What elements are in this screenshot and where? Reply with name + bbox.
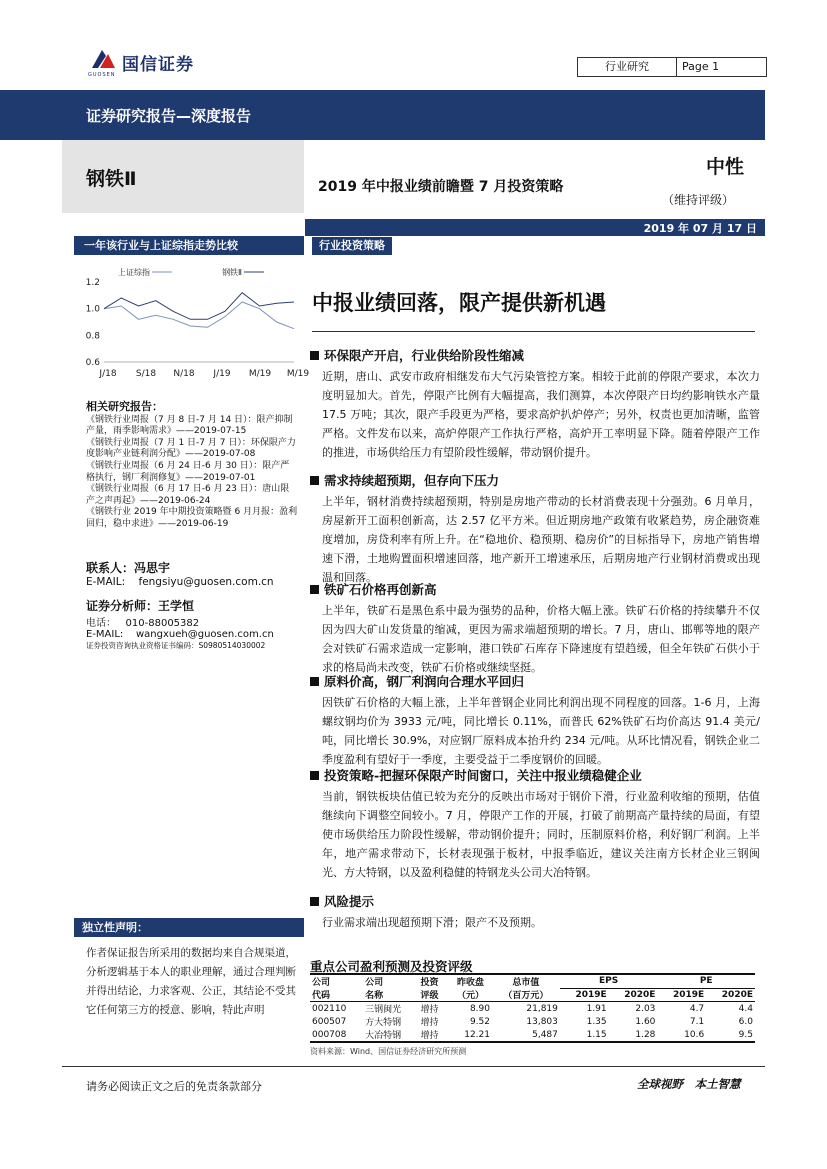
table-cell: 002110: [312, 1003, 347, 1014]
section-text: 因铁矿石价格的大幅上涨，上半年普钢企业同比利润出现不同程度的回落。1-6 月，上海螺纹钢均价为 3933 元/吨，同比增长 0.11%，而普氏 62%铁矿石均价高达 91.4 美元/吨，同比增长 30.9%，对应钢厂原料成本抬升约 234 元/吨。从环比情况看，钢铁企业二季度盈利有望好于一季度，主要受益于二季度钢价的回暖。: [322, 696, 760, 766]
table-cell: 1.28: [635, 1029, 656, 1040]
table-cell: 三钢闽光: [365, 1005, 402, 1015]
disclaimer-note: 请务必阅读正文之后的免责条款部分: [86, 1080, 262, 1093]
section-heading: 风险提示: [324, 894, 375, 909]
forecast-table: [310, 973, 755, 1043]
section-heading: 原料价高，钢厂利润向合理水平回归: [324, 674, 525, 689]
analyst-name: 证券分析师：王学恒: [86, 599, 195, 613]
x-tick-label: J/19: [213, 369, 231, 379]
bullet-icon: [310, 771, 319, 780]
section: [310, 346, 760, 462]
table-header: （元）: [457, 991, 485, 1001]
table-title: 重点公司盈利预测及投资评级: [310, 959, 473, 974]
bullet-icon: [310, 897, 319, 906]
y-tick-label: 1.2: [85, 278, 100, 288]
table-header: 2019E: [672, 989, 705, 1000]
page-number: Page 1: [682, 60, 720, 73]
table-cell: 12.21: [464, 1029, 490, 1040]
rating: 中性: [706, 156, 745, 178]
divider: [312, 331, 755, 332]
table-cell: 8.90: [469, 1003, 490, 1014]
table-source: 资料来源：Wind、国信证券经济研究所预测: [310, 1047, 467, 1056]
table-header: EPS: [560, 974, 658, 988]
legend-label: 上证综指: [118, 268, 150, 277]
table-cell: 方大特钢: [365, 1018, 402, 1028]
table-header: （百万元）: [503, 991, 549, 1001]
x-tick-label: S/18: [135, 369, 157, 379]
table-cell: 4.7: [689, 1003, 705, 1014]
table-header: 总市值: [512, 978, 540, 988]
banner: [0, 90, 765, 140]
table-header: 公司: [312, 978, 331, 988]
bullet-icon: [310, 585, 319, 594]
section: [310, 471, 760, 587]
table-row: [310, 1002, 755, 1016]
table-cell: 10.6: [684, 1029, 705, 1040]
section-heading: 需求持续超预期，但存向下压力: [324, 473, 500, 488]
section: [310, 580, 760, 677]
legend-label: 钢铁Ⅱ: [222, 268, 242, 277]
table-cell: 增持: [420, 1018, 439, 1028]
bullet-icon: [310, 677, 319, 686]
table-cell: 600507: [312, 1016, 347, 1027]
contact-name: 联系人：冯思宇: [86, 561, 171, 575]
table-cell: 000708: [312, 1029, 347, 1040]
table-cell: 21,819: [526, 1003, 558, 1014]
chart-title: 一年该行业与上证综指走势比较: [74, 236, 304, 255]
bullet-icon: [310, 351, 319, 360]
table-header: 代码: [312, 991, 331, 1001]
section-heading: 铁矿石价格再创新高: [324, 582, 437, 597]
related-item[interactable]: 《钢铁行业周报（7 月 1 日-7 月 7 日）：环保限产力度影响产业链利润分配》——2019-07-08: [86, 437, 296, 460]
x-tick-label: M/19: [286, 369, 310, 379]
analyst-phone: 电话： 010-88005382: [86, 618, 200, 629]
table-row: [310, 1028, 755, 1042]
headline: 中报业绩回落，限产提供新机遇: [312, 291, 606, 315]
table-cell: 6.0: [738, 1016, 753, 1027]
table-cell: 5,487: [532, 1029, 558, 1040]
table-cell: 1.35: [586, 1016, 607, 1027]
strategy-tag: 行业投资策略: [312, 237, 392, 255]
section: [310, 892, 760, 932]
table-header: 2019E: [575, 989, 607, 1000]
x-tick-label: N/18: [173, 369, 195, 379]
table-header: 评级: [420, 991, 439, 1001]
section-heading: 投资策略-把握环保限产时间窗口，关注中报业绩稳健企业: [324, 768, 642, 783]
independence-text: 作者保证报告所采用的数据均来自合规渠道，分析逻辑基于本人的职业理解，通过合理判断并得出结论，力求客观、公正，其结论不受其它任何第三方的授意、影响，特此声明: [86, 947, 296, 1016]
table-cell: 9.52: [469, 1016, 490, 1027]
sector-panel: [62, 140, 304, 213]
section-heading: 环保限产开启，行业供给阶段性缩减: [324, 348, 525, 363]
section-text: 近期，唐山、武安市政府相继发布大气污染管控方案。相较于此前的停限产要求，本次力度明显加大。首先，停限产比例有大幅提高，我们测算，本次停限产日均约影响铁水产量 17.5 万吨；其次，限产手段更为严格，要求高炉扒炉停产；另外，权责也更加清晰，监管严格。文件发布以来，高炉停限产工作执行严格，高炉开工率明显下降。随着停限产工作的推进，市场供给压力有望阶段性缓解，带动钢价提升。: [322, 370, 760, 459]
y-tick-label: 1.0: [85, 304, 100, 315]
table-header: 2020E: [721, 989, 753, 1000]
series-line-steel: [104, 293, 294, 320]
sector-name: 钢铁Ⅱ: [86, 168, 137, 190]
related-item[interactable]: 《钢铁行业周报（6 月 17 日-6 月 23 日）：唐山限产之声再起》——2019-06-24: [86, 484, 290, 506]
contact-email[interactable]: E-MAIL: fengsiyu@guosen.com.cn: [86, 576, 274, 588]
analyst-cert: 证券投资咨询执业资格证书编码：S0980514030002: [86, 641, 266, 650]
table-cell: 大冶特钢: [365, 1031, 402, 1041]
table-cell: 7.1: [689, 1016, 705, 1027]
logo-mark-icon: [88, 46, 118, 72]
analyst-block: [86, 597, 298, 651]
report-title: 2019 年中报业绩前瞻暨 7 月投资策略: [318, 179, 564, 195]
table-header: 昨收盘: [457, 978, 485, 988]
table-cell: 9.5: [738, 1029, 753, 1040]
table-cell: 1.15: [586, 1029, 607, 1040]
x-tick-label: M/19: [248, 369, 272, 379]
table-row: [310, 1015, 755, 1028]
y-tick-label: 0.6: [85, 358, 100, 368]
table-header: 2020E: [624, 989, 656, 1000]
x-tick-label: J/18: [99, 369, 117, 379]
section: [310, 766, 760, 882]
table-cell: 增持: [420, 1005, 439, 1015]
trend-chart: [80, 262, 310, 380]
related-reports: [86, 401, 298, 531]
analyst-email[interactable]: E-MAIL: wangxueh@guosen.com.cn: [86, 629, 274, 640]
table-cell: 13,803: [526, 1016, 558, 1027]
section-text: 上半年，钢材消费持续超预期，特别是房地产带动的长材消费表现十分强劲。6 月单月，房屋新开工面积创新高，达 2.57 亿平方米。但近期房地产政策有收紧趋势，房企融资难度增加，房贷利率有所上升。在“稳地价、稳预期、稳房价”的目标指导下，房地产销售增速下滑，土地购置面积增速回落，地产新开工增速承压，后期房地产行业钢材消费或出现温和回落。: [322, 495, 760, 584]
table-cell: 增持: [420, 1031, 439, 1041]
table-header: 名称: [365, 991, 384, 1001]
slogan: 全球视野 本土智慧: [637, 1077, 741, 1091]
section: [310, 672, 760, 769]
logo-text: 国信证券: [122, 55, 194, 75]
section-text: 行业需求端出现超预期下滑；限产不及预期。: [322, 916, 542, 929]
guosen-logo: [88, 46, 228, 80]
contact-block: [86, 559, 298, 588]
table-header: PE: [657, 974, 755, 988]
table-cell: 4.4: [738, 1003, 753, 1014]
table-cell: 2.03: [635, 1003, 656, 1014]
table-header: 投资: [420, 978, 439, 988]
date-bar: [305, 219, 765, 236]
logo-en-text: GUOSEN: [88, 72, 116, 78]
section-text: 当前，钢铁板块估值已较为充分的反映出市场对于钢价下滑，行业盈利收缩的预期，估值继续向下调整空间较小。7 月，停限产工作的开展，打破了前期高产量持续的局面，有望使市场供给压力阶段性缓解，带动钢价提升；同时，压制原料价格，利好钢厂利润。上半年，地产需求带动下，长材表现强于板材，中报季临近，建议关注南方长材企业三钢闽光、方大特钢，以及盈利稳健的特钢龙头公司大冶特钢。: [322, 790, 760, 879]
related-title: 相关研究报告：: [86, 400, 163, 413]
table-header-row: [310, 988, 755, 1002]
report-date: 2019 年 07 月 17 日: [643, 222, 757, 235]
table-header-row: [310, 974, 755, 988]
table-cell: 1.60: [635, 1016, 656, 1027]
section-text: 上半年，铁矿石是黑色系中最为强势的品种，价格大幅上涨。铁矿石价格的持续攀升不仅因为四大矿山发货量的缩减，更因为需求端超预期的增长。7 月，唐山、邯郸等地的限产会对铁矿石需求造成一定影响，港口铁矿石库存下降速度有望趋缓，但全年铁矿石供小于求的格局尚未改变，铁矿石价格或继续坚挺。: [322, 604, 760, 674]
header-box: [577, 57, 767, 77]
related-item[interactable]: 《钢铁行业 2019 年中期投资策略暨 6 月月报：盈利回归，稳中求进》——2019-06-19: [86, 507, 298, 529]
series-line-index: [104, 302, 294, 329]
related-item[interactable]: 《钢铁行业周报（7 月 8 日-7 月 14 日）：限产抑制产量，雨季影响需求》——2019-07-15: [86, 414, 293, 437]
table-header: 公司: [365, 978, 384, 988]
table-cell: 1.91: [586, 1003, 607, 1014]
report-category: 行业研究: [578, 58, 677, 76]
y-tick-label: 0.8: [85, 331, 100, 342]
independence-title: 独立性声明：: [74, 918, 304, 937]
bullet-icon: [310, 476, 319, 485]
rating-note: （维持评级）: [662, 193, 735, 207]
report-type: 证券研究报告—深度报告: [86, 107, 252, 125]
related-item[interactable]: 《钢铁行业周报（6 月 24 日-6 月 30 日）：限产严格执行，钢厂利润修复》——2019-07-01: [86, 460, 290, 483]
footer-divider: [62, 1066, 765, 1067]
